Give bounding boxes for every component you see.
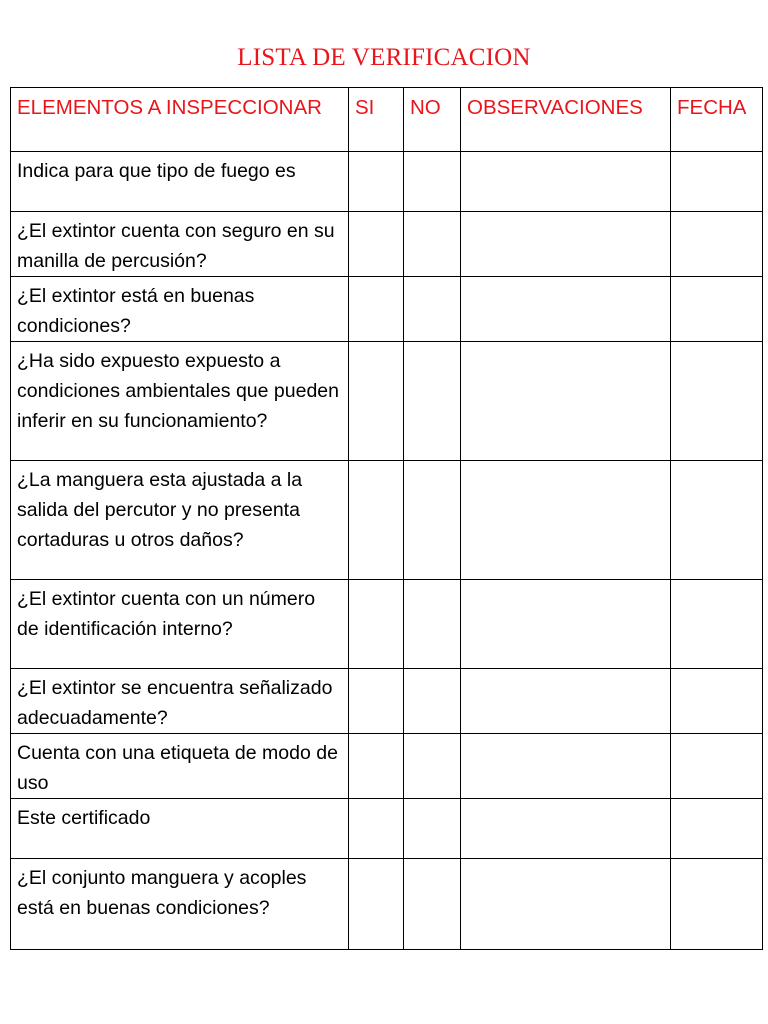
- table-row: [11, 799, 763, 859]
- observations-cell[interactable]: [461, 669, 671, 734]
- row-item-text: ¿El extintor cuenta con un número de identificación interno?: [11, 580, 349, 669]
- yes-cell[interactable]: [349, 461, 404, 580]
- header-yes: SI: [349, 88, 404, 152]
- yes-cell[interactable]: [349, 342, 404, 461]
- table-row: [11, 342, 763, 461]
- row-item-text: ¿Ha sido expuesto expuesto a condiciones ambientales que pueden inferir en su funcionamiento?: [11, 342, 349, 461]
- date-cell[interactable]: [671, 734, 763, 799]
- row-item-text: Este certificado: [11, 799, 349, 859]
- header-date: FECHA: [671, 88, 763, 152]
- yes-cell[interactable]: [349, 859, 404, 950]
- table-row: [11, 152, 763, 212]
- observations-cell[interactable]: [461, 859, 671, 950]
- table-row: [11, 212, 763, 277]
- no-cell[interactable]: [404, 734, 461, 799]
- date-cell[interactable]: [671, 212, 763, 277]
- observations-cell[interactable]: [461, 580, 671, 669]
- row-item-text: ¿El extintor está en buenas condiciones?: [11, 277, 349, 342]
- yes-cell[interactable]: [349, 580, 404, 669]
- row-item-text: Indica para que tipo de fuego es: [11, 152, 349, 212]
- checklist-table: [10, 87, 763, 950]
- no-cell[interactable]: [404, 342, 461, 461]
- yes-cell[interactable]: [349, 734, 404, 799]
- no-cell[interactable]: [404, 212, 461, 277]
- table-row: [11, 859, 763, 950]
- row-item-text: ¿El extintor cuenta con seguro en su manilla de percusión?: [11, 212, 349, 277]
- table-row: [11, 461, 763, 580]
- date-cell[interactable]: [671, 342, 763, 461]
- no-cell[interactable]: [404, 580, 461, 669]
- table-row: [11, 669, 763, 734]
- date-cell[interactable]: [671, 461, 763, 580]
- page-title: LISTA DE VERIFICACION: [237, 44, 531, 71]
- header-no: NO: [404, 88, 461, 152]
- row-item-text: ¿El extintor se encuentra señalizado adecuadamente?: [11, 669, 349, 734]
- table-header-row: [11, 88, 763, 152]
- no-cell[interactable]: [404, 461, 461, 580]
- no-cell[interactable]: [404, 669, 461, 734]
- date-cell[interactable]: [671, 580, 763, 669]
- date-cell[interactable]: [671, 152, 763, 212]
- yes-cell[interactable]: [349, 669, 404, 734]
- date-cell[interactable]: [671, 669, 763, 734]
- row-item-text: ¿El conjunto manguera y acoples está en buenas condiciones?: [11, 859, 349, 950]
- observations-cell[interactable]: [461, 277, 671, 342]
- table-row: [11, 277, 763, 342]
- table-row: [11, 734, 763, 799]
- yes-cell[interactable]: [349, 799, 404, 859]
- observations-cell[interactable]: [461, 342, 671, 461]
- row-item-text: ¿La manguera esta ajustada a la salida del percutor y no presenta cortaduras u otros daños?: [11, 461, 349, 580]
- no-cell[interactable]: [404, 277, 461, 342]
- table-row: [11, 580, 763, 669]
- date-cell[interactable]: [671, 859, 763, 950]
- date-cell[interactable]: [671, 799, 763, 859]
- observations-cell[interactable]: [461, 212, 671, 277]
- observations-cell[interactable]: [461, 461, 671, 580]
- no-cell[interactable]: [404, 152, 461, 212]
- header-items-to-inspect: ELEMENTOS A INSPECCIONAR: [11, 88, 349, 152]
- date-cell[interactable]: [671, 277, 763, 342]
- row-item-text: Cuenta con una etiqueta de modo de uso: [11, 734, 349, 799]
- header-observations: OBSERVACIONES: [461, 88, 671, 152]
- no-cell[interactable]: [404, 799, 461, 859]
- observations-cell[interactable]: [461, 152, 671, 212]
- yes-cell[interactable]: [349, 152, 404, 212]
- observations-cell[interactable]: [461, 734, 671, 799]
- yes-cell[interactable]: [349, 212, 404, 277]
- yes-cell[interactable]: [349, 277, 404, 342]
- observations-cell[interactable]: [461, 799, 671, 859]
- no-cell[interactable]: [404, 859, 461, 950]
